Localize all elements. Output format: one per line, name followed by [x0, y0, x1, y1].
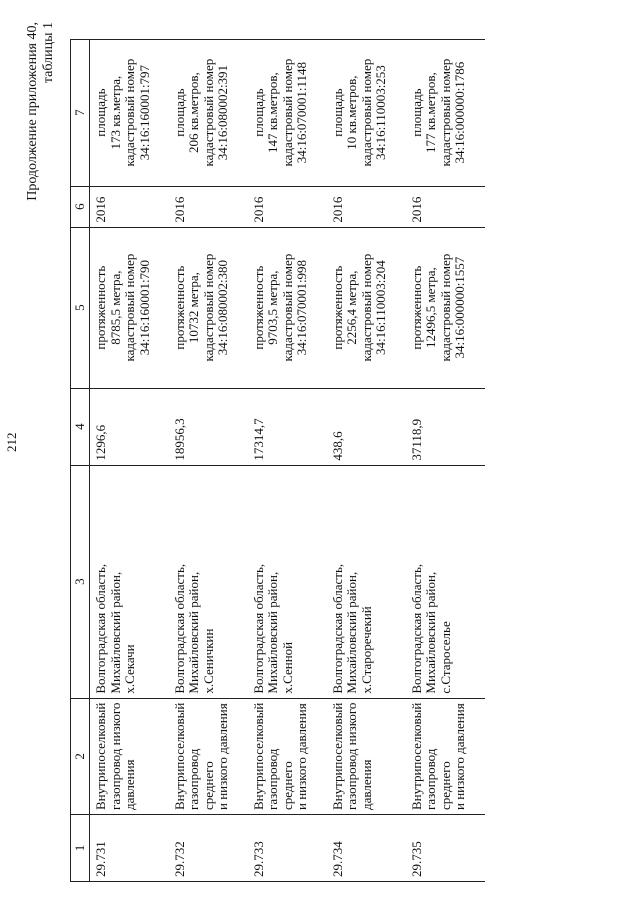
object-address: [327, 465, 406, 698]
object-length: [90, 227, 169, 388]
table-row: [248, 39, 327, 881]
object-length-line: 34:16:080002:380: [215, 259, 230, 356]
rotated-sheet: [25, 22, 625, 882]
object-name-line: газопровод низкого: [107, 702, 123, 810]
table-row: [169, 39, 248, 881]
object-name-line: Внутрипоселковый: [329, 702, 345, 810]
object-note-line: 10 кв.метров,: [344, 75, 359, 150]
object-note-line: 177 кв.метров,: [423, 72, 438, 153]
data-table: [70, 39, 485, 882]
object-address-line: Михайловский район,: [186, 571, 201, 694]
object-length: [327, 227, 406, 388]
table-header-row: [71, 39, 90, 881]
object-address-line: Волгоградская область,: [171, 563, 187, 694]
object-length: [406, 227, 485, 388]
object-length-line: кадастровый номер: [358, 253, 374, 362]
object-length-line: кадастровый номер: [122, 253, 137, 362]
object-name: [90, 698, 169, 814]
object-note-line: 147 кв.метров,: [265, 72, 280, 153]
object-note-line: площадь: [171, 88, 187, 137]
page-number: 212: [4, 432, 19, 452]
object-name: [248, 698, 327, 814]
object-year: 2016: [90, 186, 169, 227]
object-address-line: Михайловский район,: [107, 571, 123, 694]
row-number: 29.734: [327, 815, 406, 882]
object-length-line: протяженность: [329, 265, 345, 350]
object-length-line: протяженность: [171, 265, 187, 350]
column-header: 4: [71, 388, 90, 465]
object-address-line: Волгоградская область,: [408, 563, 424, 694]
object-length-line: 12496,5 метра,: [423, 267, 438, 349]
object-note-line: 173 кв.метра,: [107, 75, 123, 150]
column-header: 5: [71, 227, 90, 388]
header-note: [25, 22, 57, 201]
column-header: 3: [71, 465, 90, 698]
object-length-line: кадастровый номер: [200, 253, 216, 362]
object-year: 2016: [406, 186, 485, 227]
object-note-line: кадастровый номер: [437, 58, 453, 167]
object-name-line: газопровод низкого: [344, 702, 359, 810]
object-name-line: давления: [122, 759, 137, 810]
object-note-line: площадь: [93, 88, 108, 137]
object-length-line: 34:16:070001:998: [294, 259, 309, 356]
object-address-line: Волгоградская область,: [329, 563, 345, 694]
table-row: [406, 39, 485, 881]
object-name-line: газопровод среднего: [423, 748, 453, 810]
object-name-line: Внутрипоселковый: [171, 702, 187, 810]
object-note: [327, 39, 406, 186]
row-number: 29.735: [406, 815, 485, 882]
object-address-line: х.Секачи: [122, 644, 137, 694]
object-name: [406, 698, 485, 814]
object-note-line: площадь: [250, 88, 266, 137]
object-length-line: протяженность: [93, 265, 108, 350]
object-address-line: Михайловский район,: [423, 571, 438, 694]
object-address: [248, 465, 327, 698]
object-address: [406, 465, 485, 698]
object-address-line: х.Сенной: [279, 641, 295, 694]
object-note: [90, 39, 169, 186]
object-length-line: 9703,5 метра,: [265, 270, 280, 345]
object-address-line: х.Сеничкин: [200, 628, 216, 694]
object-note-line: 34:16:110003:253: [373, 65, 388, 161]
object-length-line: 10732 метра,: [186, 272, 201, 344]
object-length-line: 34:16:160001:790: [136, 259, 152, 356]
object-note-line: площадь: [408, 88, 424, 137]
object-address-line: Михайловский район,: [344, 571, 359, 694]
object-area: 37118,9: [406, 388, 485, 465]
object-area: 17314,7: [248, 388, 327, 465]
object-name-line: давления: [358, 759, 374, 810]
header-note-line1: Продолжение приложения 40,: [25, 22, 40, 201]
object-note-line: 34:16:000000:1786: [452, 61, 467, 164]
table-row: [327, 39, 406, 881]
object-name-line: Внутрипоселковый: [408, 702, 424, 810]
object-length-line: кадастровый номер: [279, 253, 295, 362]
object-length-line: протяженность: [408, 265, 424, 350]
object-address-line: с.Староселье: [437, 621, 453, 694]
object-note: [406, 39, 485, 186]
column-header: 6: [71, 186, 90, 227]
object-address-line: Волгоградская область,: [93, 563, 108, 694]
object-note-line: кадастровый номер: [358, 58, 374, 167]
object-address-line: Михайловский район,: [265, 571, 280, 694]
row-number: 29.732: [169, 815, 248, 882]
object-name-line: и низкого давления: [215, 703, 230, 810]
object-note-line: 34:16:160001:797: [136, 64, 152, 161]
row-number: 29.733: [248, 815, 327, 882]
object-year: 2016: [327, 186, 406, 227]
object-length: [169, 227, 248, 388]
column-header: 2: [71, 698, 90, 814]
row-number: 29.731: [90, 815, 169, 882]
object-note: [169, 39, 248, 186]
object-length-line: 34:16:110003:204: [373, 260, 388, 356]
object-address: [169, 465, 248, 698]
header-note-line2: таблицы 1: [41, 22, 56, 84]
object-area: 1296,6: [90, 388, 169, 465]
table-row: [90, 39, 169, 881]
object-address: [90, 465, 169, 698]
object-year: 2016: [248, 186, 327, 227]
object-note-line: кадастровый номер: [200, 58, 216, 167]
object-note-line: 34:16:080002:391: [215, 64, 230, 161]
column-header: 7: [71, 39, 90, 186]
object-note-line: площадь: [329, 88, 345, 137]
object-name-line: и низкого давления: [294, 703, 309, 810]
object-name: [327, 698, 406, 814]
object-year: 2016: [169, 186, 248, 227]
object-length-line: 8785,5 метра,: [107, 270, 123, 345]
object-length: [248, 227, 327, 388]
object-note-line: 34:16:070001:1148: [294, 61, 309, 164]
object-name-line: и низкого давления: [452, 703, 467, 810]
object-name-line: газопровод среднего: [186, 748, 216, 810]
object-note-line: кадастровый номер: [122, 58, 137, 167]
object-length-line: 34:16:000000:1557: [452, 256, 467, 359]
table-body: [90, 39, 485, 881]
object-length-line: протяженность: [250, 265, 266, 350]
column-header: 1: [71, 815, 90, 882]
object-name: [169, 698, 248, 814]
object-name-line: газопровод среднего: [265, 748, 295, 810]
object-area: 18956,3: [169, 388, 248, 465]
object-area: 438,6: [327, 388, 406, 465]
object-note-line: 206 кв.метров,: [186, 72, 201, 153]
object-name-line: Внутрипоселковый: [93, 702, 108, 810]
object-note: [248, 39, 327, 186]
object-note-line: кадастровый номер: [279, 58, 295, 167]
object-address-line: х.Староречекий: [358, 606, 374, 694]
object-name-line: Внутрипоселковый: [250, 702, 266, 810]
object-address-line: Волгоградская область,: [250, 563, 266, 694]
object-length-line: 2256,4 метра,: [344, 270, 359, 345]
object-length-line: кадастровый номер: [437, 253, 453, 362]
